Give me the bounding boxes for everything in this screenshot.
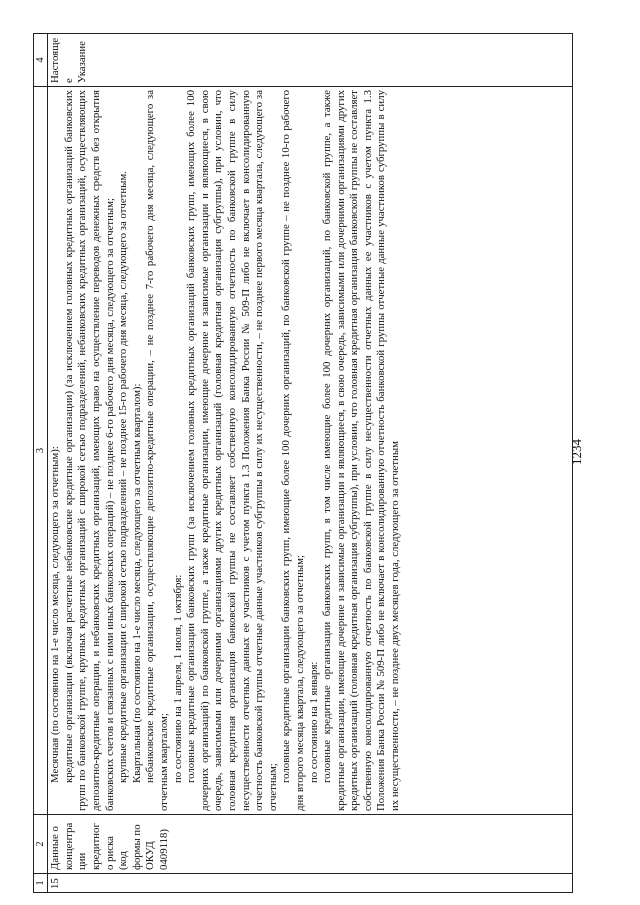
paragraph: по состоянию на 1 апреля, 1 июля, 1 октября: — [171, 574, 184, 783]
paragraph: Месячная (по состоянию на 1-е число месяца, следующего за отчетным): — [49, 446, 62, 783]
table-row — [48, 34, 573, 893]
form-name: Данные о концентрации кредитного риска (код формы по ОКУД 0409118) — [49, 822, 170, 870]
paragraph: по состоянию на 1 января: — [307, 661, 320, 783]
paragraph: Квартальная (по состоянию на 1-е число месяца, следующего за отчетным кварталом): — [130, 383, 143, 783]
rotated-table-inner — [33, 33, 573, 893]
deadlines-cell — [48, 87, 573, 815]
paragraph: головные кредитные организации банковских групп (за исключением головных кредитных организаций банковских групп, имеющих более 100 дочерних организаций) по банковской группе, а также кредитные организации, имеющие дочерние и зависимые организации и являющиеся, в свою очередь, зависимыми или дочерними организациями других кредитных организаций (головная кредитная организация субгруппы), при условии, что головная кредитная организация банковской группы не составляет собственную консолидированную отчетность по банковской группе в силу несущественности отчетных данных ее участников с учетом пункта 1.3 Положения Банка России № 509-П либо не включает в консолидированную отчетность банковской группы отчетные данные участников субгруппы в силу их несущественности, – не позднее первого месяца квартала, следующего за отчетным; — [185, 90, 279, 811]
header-col-2: 2 — [34, 815, 48, 874]
header-col-4: 4 — [34, 34, 48, 87]
header-col-3: 3 — [34, 87, 48, 815]
row-number: 15 — [49, 878, 62, 889]
deadlines-text — [49, 90, 402, 811]
rotated-table-wrapper — [33, 33, 573, 893]
paragraph: небанковские кредитные организации, осуществляющие депозитно-кредитные операции, – не позднее 7-го рабочего дня месяца, следующего за отчетным кварталом; — [144, 90, 170, 811]
paragraph: головные кредитные организации банковских групп, имеющие более 100 дочерних организаций, по банковской группе – не позднее 10-го рабочего дня второго месяца квартала, следующего за отчетным; — [280, 90, 306, 811]
row-number-cell — [48, 874, 573, 893]
header-row — [34, 34, 48, 893]
paragraph: головные кредитные организации банковских групп, в том числе имеющие более 100 дочерних организаций, по банковской группе, а также кредитные организации, имеющие дочерние и зависимые организации и являющиеся, в свою очередь, зависимыми или дочерними организациями других кредитных организаций (головная кредитная организация субгруппы), при условии, что головная кредитная организация банковской группы не составляет собственную консолидированную отчетность по банковской группе в силу несущественности отчетных данных ее участников с учетом пункта 1.3 Положения Банка России № 509-П либо не включает в консолидированную отчетность банковской группы отчетные данные участников субгруппы в силу их несущественности, – не позднее двух месяцев года, следующего за отчетным — [321, 90, 402, 811]
form-name-cell — [48, 815, 573, 874]
page-number: 1234 — [569, 439, 584, 465]
note-cell — [48, 34, 573, 87]
paragraph: крупные кредитные организации с широкой сетью подразделений – не позднее 15-го рабочего дня месяца, следующего за отчетным. — [117, 171, 130, 783]
header-col-1: 1 — [34, 874, 48, 893]
paragraph: кредитные организации (включая расчетные небанковские кредитные организации) (за исключением головных кредитных организаций банковских групп по банковской группе, крупных кредитных организаций с широкой сетью подразделений, небанковских кредитных организаций, осуществляющих депозитно-кредитные операции, и небанковских кредитных организаций, имеющих право на осуществление переводов денежных средств без открытия банковских счетов и связанных с ними иных банковских операций) – не позднее 6-го рабочего дня месяца, следующего за отчетным; — [62, 90, 116, 811]
note-text: Настоящее Указание — [49, 37, 89, 83]
reporting-table — [33, 33, 573, 893]
